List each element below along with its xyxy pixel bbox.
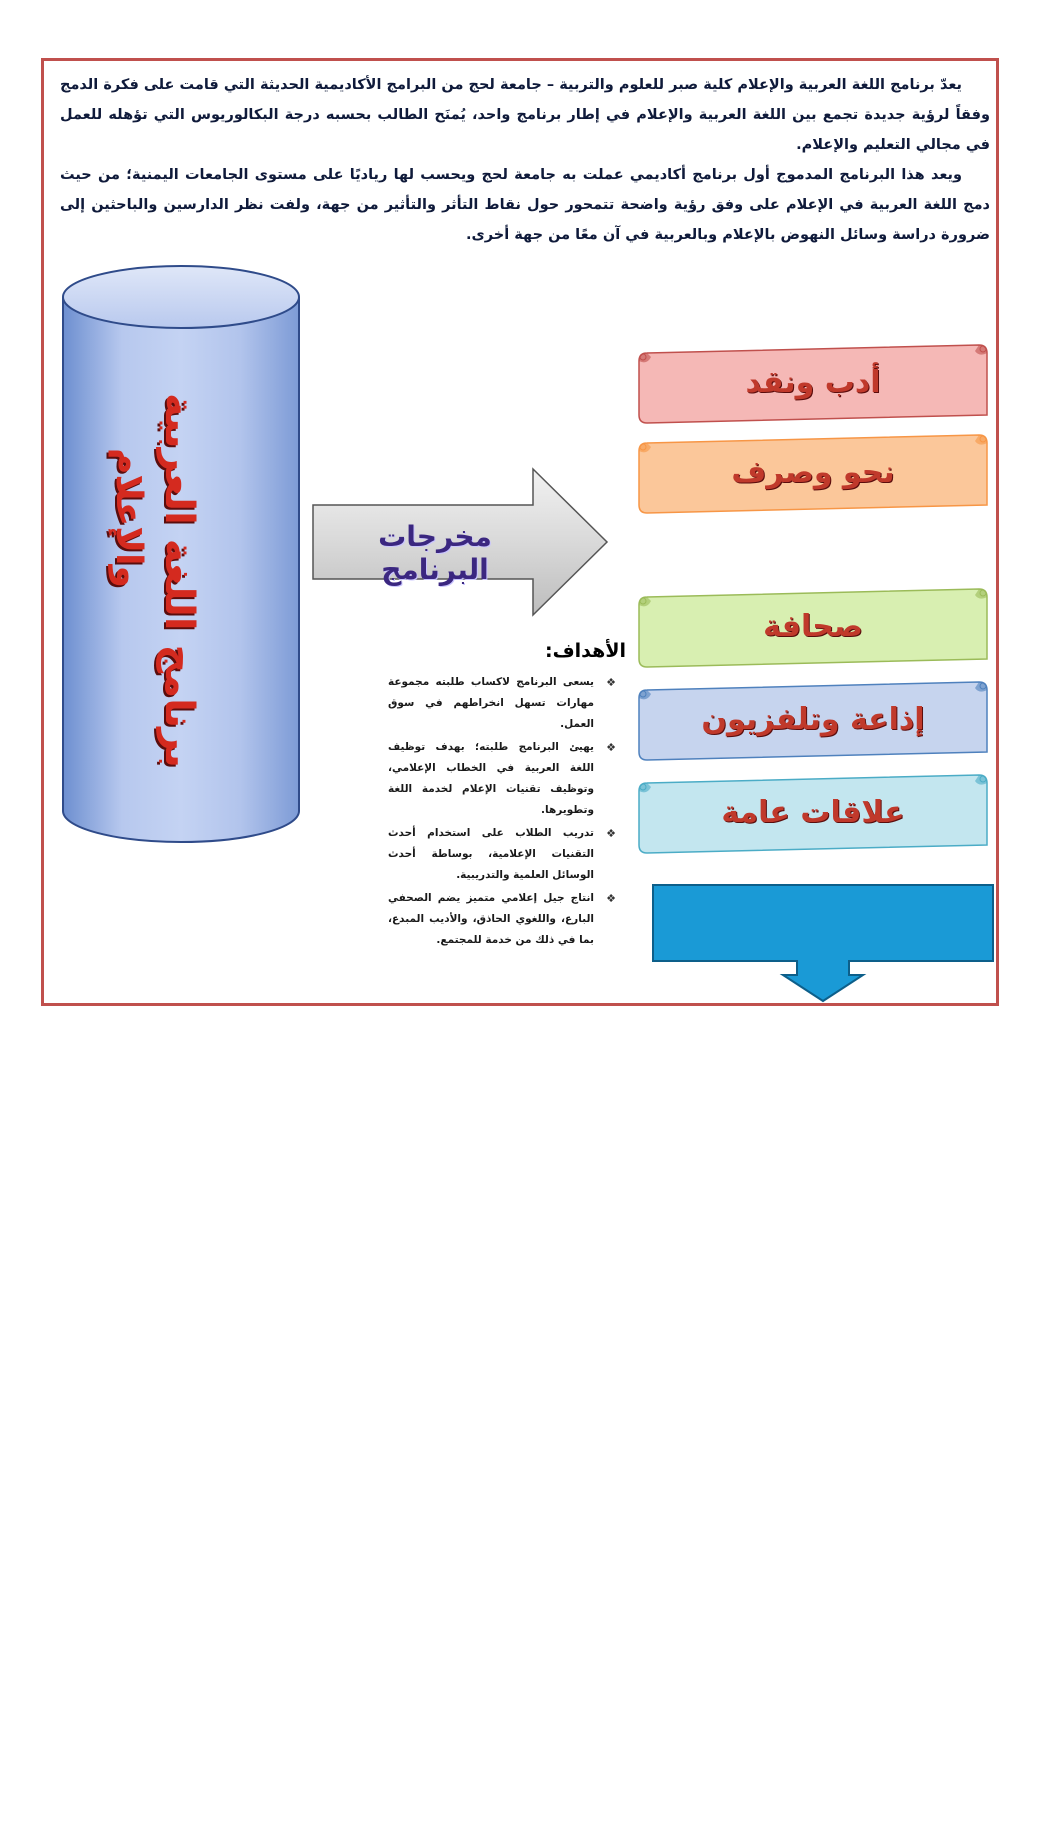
outcome-grammar-morphology-label: نحو وصرف	[731, 455, 895, 490]
goal-item	[388, 737, 618, 821]
goal-item	[388, 888, 618, 951]
committee-callout	[651, 883, 995, 1005]
outcome-grammar-morphology	[637, 433, 989, 505]
goals-title: الأهداف:	[545, 640, 626, 662]
goal-item	[388, 672, 618, 735]
outcome-journalism-label: صحافة	[763, 609, 863, 644]
outcome-public-relations-label: علاقات عامة	[721, 795, 905, 830]
goal-text: يسعى البرنامج لاكساب طلبته مجموعة مهارات تسهل انخراطهم في سوق العمل.	[388, 676, 594, 730]
cylinder-title-line-1: برنامج اللغة العربية	[156, 393, 202, 769]
goal-text: انتاج جيل إعلامي متميز يضم الصحفي البارع، واللغوي الحاذق، والأديب المبدع، بما في ذلك من خدمة للمجتمع.	[388, 892, 594, 946]
goal-item	[388, 823, 618, 886]
outcome-literature-criticism-label: أدب ونقد	[745, 365, 881, 400]
intro-paragraph-1: يعدّ برنامج اللغة العربية والإعلام كلية صبر للعلوم والتربية – جامعة لحج من البرامج الأكاديمية الحديثة التي قامت على فكرة الدمج وفقاً لرؤية جديدة تجمع بين اللغة العربية والإعلام في إطار برنامج واحد، يُمنَح الطالب بحسبه درجة البكالوريوس التي تؤهله للعمل في مجالي التعليم والإعلام.	[60, 77, 990, 153]
outcome-radio-tv-label: إذاعة وتلفزيون	[701, 702, 925, 737]
outcome-journalism	[637, 587, 989, 659]
goal-text: تدريب الطلاب على استخدام أحدث التقنيات الإعلامية، بوساطة أحدث الوسائل العلمية والتدريبية.	[388, 827, 594, 881]
cylinder-title-line-2: والإعلام	[108, 448, 149, 588]
intro-paragraph-2: ويعد هذا البرنامج المدموج أول برنامج أكاديمي عملت به جامعة لحج ويحسب لها رياديًا على مستوى الجامعات اليمنية؛ من حيث دمج اللغة العربية في الإعلام على وفق رؤية واضحة تتمحور حول نقاط التأثر والتأثير من جهة، ولفت نظر الدارسين والباحثين إلى ضرورة دراسة وسائل النهوض بالإعلام وبالعربية في آن معًا من جهة أخرى.	[60, 167, 990, 243]
outcome-radio-tv	[637, 680, 989, 752]
bullet-icon: ❖	[606, 827, 616, 840]
outcome-literature-criticism	[637, 343, 989, 415]
goals-list	[388, 672, 618, 953]
goal-text: يهيئ البرنامج طلبته؛ بهدف توظيف اللغة العربية في الخطاب الإعلامي، وتوظيف تقنيات الإعلام لخدمة اللغة وتطويرها.	[388, 741, 594, 816]
bullet-icon: ❖	[606, 892, 616, 905]
arrow-label: مخرجات البرنامج	[378, 520, 492, 586]
bullet-icon: ❖	[606, 741, 616, 754]
intro-text	[60, 70, 990, 250]
bullet-icon: ❖	[606, 676, 616, 689]
program-cylinder	[60, 263, 302, 845]
outcome-public-relations	[637, 773, 989, 845]
